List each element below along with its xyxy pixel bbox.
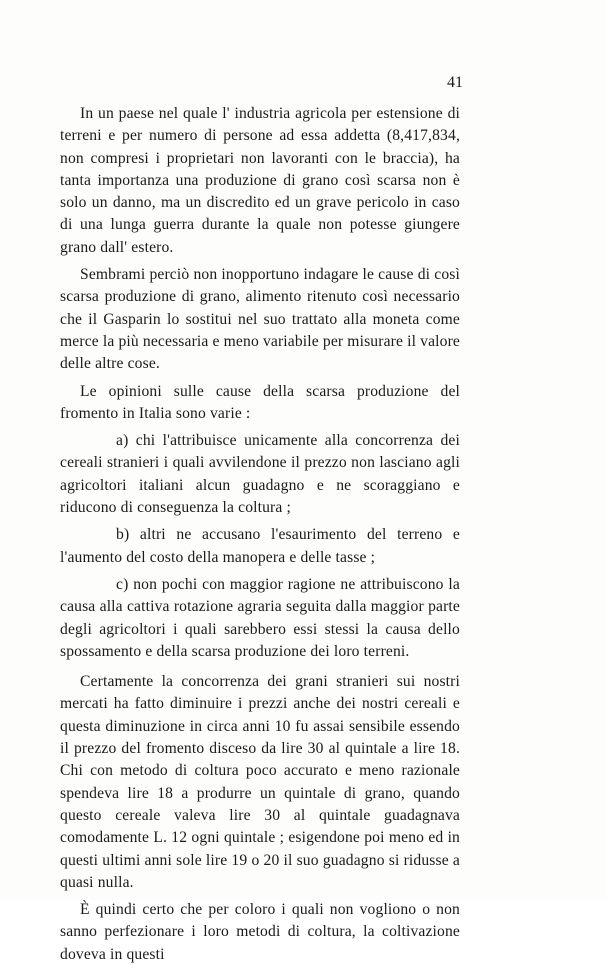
paragraph-1: In un paese nel quale l' industria agricola per estensione di terreni e per numero di persone ad essa addetta (8,417,834, non compresi i proprietari non lavoranti con le braccia), ha tanta importanza una produzione di grano così scarsa non è solo un danno, ma un discredito ed un grave pericolo in caso di una lunga guerra durante la quale non potesse giungere grano dall' estero. (60, 105, 460, 256)
body-text (60, 103, 460, 966)
list-item-b: b) altri ne accusano l'esaurimento del terreno e l'aumento del costo della manopera e delle tasse ; (60, 526, 460, 566)
paragraph-2: Sembrami perciò non inopportuno indagare le cause di così scarsa produzione di grano, alimento ritenuto così necessario che il Gasparin lo sostitui nel suo trattato alla moneta come merce la più necessaria e meno variabile per misurare il valore delle altre cose. (60, 266, 460, 373)
list-item-a: a) chi l'attribuisce unicamente alla concorrenza dei cereali stranieri i quali avvilendone il prezzo non lasciano agli agricoltori italiani alcun guadagno e ne scoraggiano e riducono di conseguenza la coltura ; (60, 432, 460, 517)
paragraph-3: Le opinioni sulle cause della scarsa produzione del fromento in Italia sono varie : (60, 382, 460, 422)
page-number: 41 (447, 74, 463, 91)
paragraph-5: È quindi certo che per coloro i quali non vogliono o non sanno perfezionare i loro metodi di coltura, la coltivazione doveva in questi (60, 901, 460, 963)
list-item-c: c) non pochi con maggior ragione ne attribuiscono la causa alla cattiva rotazione agraria seguita dalla maggior parte degli agricoltori i quali sarebbero essi stessi la causa dello spossamento e della scarsa produzione dei loro terreni. (60, 575, 460, 660)
paragraph-4: Certamente la concorrenza dei grani stranieri sui nostri mercati ha fatto diminuire i prezzi anche dei nostri cereali e questa diminuzione in circa anni 10 fu assai sensibile essendo il prezzo del fromento disceso da lire 30 al quintale a lire 18. Chi con metodo di coltura poco accurato e meno razionale spendeva lire 18 a produrre un quintale di grano, quando questo cereale valeva lire 30 al quintale guadagnava comodamente L. 12 ogni quintale ; esigendone poi meno ed in questi ultimi anni sole lire 19 o 20 il suo guadagno si ridusse a quasi nulla. (60, 673, 460, 891)
